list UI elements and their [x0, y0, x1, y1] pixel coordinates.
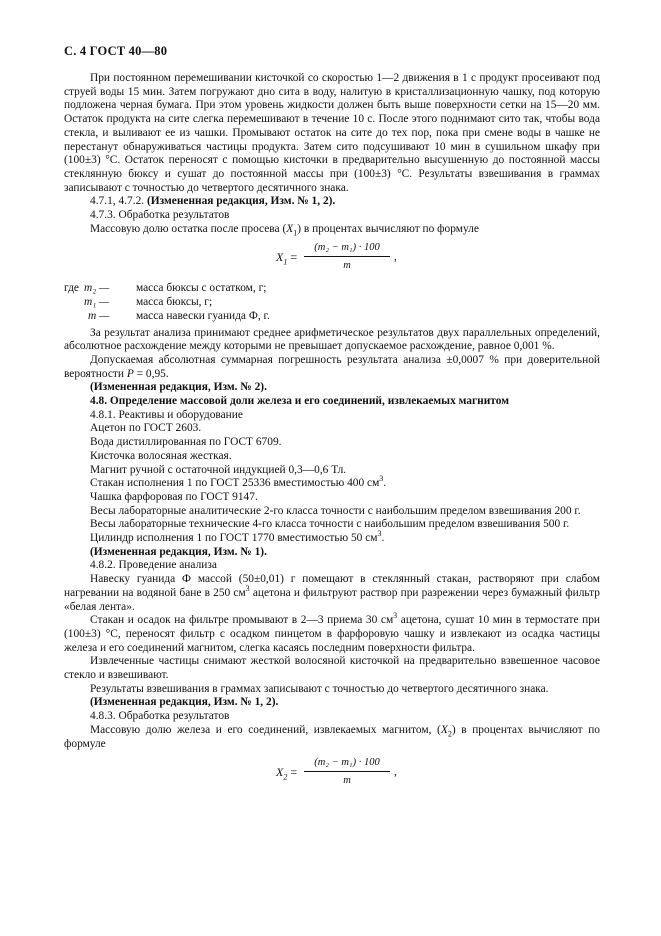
amendment-note-1-2: (Измененная редакция, Изм. № 1, 2).: [90, 696, 279, 709]
paragraph-error: Допускаемая абсолютная суммарная погрешность результата анализа ±0,0007 % при доверительной вероятности P = 0,95.: [64, 353, 600, 380]
formula-x1-denominator: m: [343, 260, 351, 272]
formula-x1-numerator: (m₂ − m₁) · 100: [304, 240, 390, 257]
formula-x2-numerator: (m₂ − m₁) · 100: [304, 755, 390, 772]
item-magnet: Магнит ручной с остаточной индукцией 0,3—0,6 Тл.: [90, 463, 347, 476]
formula-x1: $X_1$ = $\frac{\text{(m₂ − m₁) · 100}}{m}$ ,: [276, 242, 397, 272]
paragraph-particles: Извлеченные частицы снимают жесткой волосяной кисточкой на предварительно взвешенное часовое стекло и взвешивают.: [64, 655, 600, 682]
document-body: [64, 72, 600, 795]
section-4-8-heading: 4.8. Определение массовой доли железа и его соединений, извлекаемых магнитом: [90, 395, 509, 408]
formula-x2-denominator: m: [343, 775, 351, 787]
item-acetone: Ацетон по ГОСТ 2603.: [90, 422, 202, 435]
amendment-note-1: (Измененная редакция, Изм. № 1).: [90, 545, 267, 558]
paragraph-x1-intro: Массовую долю остатка после просева $(X_1)$ в процентах вычисляют по формуле: [90, 222, 479, 238]
paragraph-sample: Навеску гуанида Ф массой (50±0,01) г помещают в стеклянный стакан, растворяют при слабом нагревании на водяной бане в 250 $см^3$ ацетона и фильтруют раствор при разрежении через бумажный фильтр «белая лента».: [64, 573, 600, 613]
paragraph-weighing: Результаты взвешивания в граммах записывают с точностью до четвертого десятичного знака.: [90, 682, 549, 695]
section-4-8-1-heading: 4.8.1. Реактивы и оборудование: [90, 408, 243, 421]
item-technical-scales: Весы лабораторные технические 4-го класса точности с наибольшим пределом взвешивания 500 г.: [90, 518, 570, 531]
page-header: С. 4 ГОСТ 40—80: [64, 44, 168, 58]
paragraph-sieving: При постоянном перемешивании кисточкой со скоростью 1—2 движения в 1 с продукт просеивают под струей воды 15 мин. Затем погружают дно сита в воду, налитую в кристаллизационную чашку, под которую подложена черная бумага. При этом уровень жидкости должен быть выше поверхности сетки на 15—20 мм. Остаток продукта на сите слегка перемешивают в течение 10 с. После этого поднимают сито так, чтобы вода стекла, и выливают ее из чашки. Промывают остаток на сите до тех пор, пока при смене воды в чашке не перестанут обнаруживаться частицы продукта. Затем сито подсушивают 10 мин в сушильном шкафу при (100±3) °С. Остаток переносят с помощью кисточки в предварительно высушенную до постоянной массы стеклянную бюксу и сушат до постоянной массы при (100±3) °С. Результаты взвешивания в граммах записывают с точностью до четвертого десятичного знака.: [64, 72, 600, 194]
paragraph-result-average: За результат анализа принимают среднее арифметическое результатов двух параллельных определений, абсолютное расхождение между которыми не превышает допускаемое расхождение, равное 0,001 %.: [64, 326, 600, 353]
section-4-7-3-heading: 4.7.3. Обработка результатов: [90, 209, 230, 222]
definition-m2: где m₂ — масса бюксы с остатком, г;: [64, 282, 267, 295]
amendment-note-4-7: 4.7.1, 4.7.2. (Измененная редакция, Изм. № 1, 2).: [90, 195, 336, 208]
item-water: Вода дистиллированная по ГОСТ 6709.: [90, 436, 282, 449]
amendment-note-2: (Измененная редакция, Изм. № 2).: [90, 381, 267, 394]
definition-m: m — масса навески гуанида Ф, г.: [88, 309, 270, 322]
section-4-8-2-heading: 4.8.2. Проведение анализа: [90, 559, 217, 572]
formula-x2: $X_2$ = $\frac{\text{(m₂ − m₁) · 100}}{m}$ ,: [276, 757, 397, 787]
item-beaker: Стакан исполнения 1 по ГОСТ 25336 вместимостью 400 $см^3$.: [90, 474, 387, 490]
section-4-8-3-heading: 4.8.3. Обработка результатов: [90, 710, 230, 723]
item-porcelain-dish: Чашка фарфоровая по ГОСТ 9147.: [90, 490, 258, 503]
item-cylinder: Цилиндр исполнения 1 по ГОСТ 1770 вместимостью 50 $см^3$.: [90, 529, 385, 545]
formula-definitions: [64, 282, 600, 323]
definition-m1: m₁ — масса бюксы, г;: [84, 296, 213, 309]
item-brush: Кисточка волосяная жесткая.: [90, 449, 232, 462]
paragraph-washing: Стакан и осадок на фильтре промывают в 2—3 приема 30 $см^3$ ацетона, сушат 10 мин в термостате при (100±3) °С, переносят фильтр с осадком пинцетом в фарфоровую чашку и извлекают из осадка частицы железа и его соединений магнитом, слегка касаясь последним поверхности фильтра.: [64, 611, 600, 654]
item-analytical-scales: Весы лабораторные аналитические 2-го класса точности с наибольшим пределом взвешивания 200 г.: [90, 504, 581, 517]
paragraph-x2-intro: Массовую долю железа и его соединений, извлекаемых магнитом, $(X_2)$ в процентах вычисляют по формуле: [64, 723, 600, 750]
